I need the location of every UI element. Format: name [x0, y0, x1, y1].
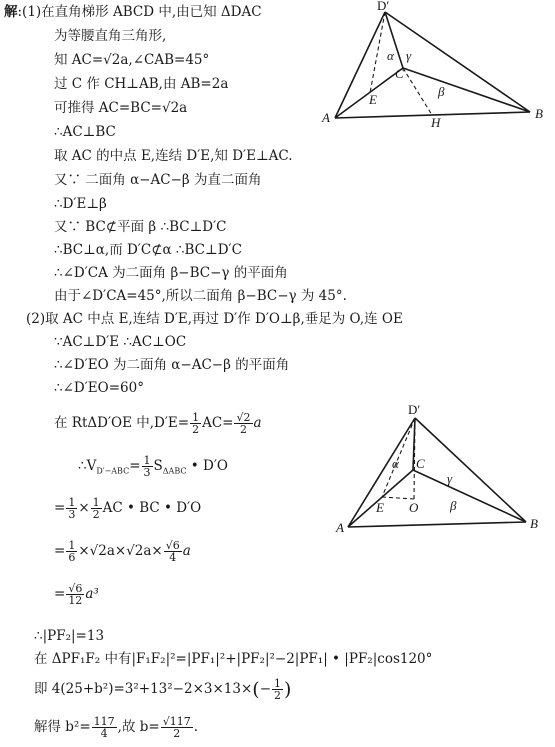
line-12: ∴∠D′CA 为二面角 β−BC−γ 的平面角 [54, 265, 288, 281]
line-24: 在 ΔPF₁F₂ 中有|F₁F₂|²=|PF₁|²+|PF₂|²−2|PF₁| • |PF₂|cos120° [34, 651, 433, 667]
fraction: $\frac{1}{3}$ [143, 454, 151, 479]
edge-d-e [370, 12, 385, 93]
fraction: $\frac{1}{2}$ [192, 411, 200, 436]
fraction: $\frac{117}{4}$ [93, 715, 115, 740]
edge-c-b [403, 68, 530, 112]
fraction: $\frac{1}{2}$ [274, 677, 282, 702]
fraction: $\frac{1}{6}$ [68, 539, 76, 564]
fraction: $\frac{√6}{4}$ [165, 539, 180, 564]
edge-d-c [385, 12, 403, 68]
edge-c-h [403, 68, 432, 115]
line-23: ∴|PF₂|=13 [34, 628, 105, 644]
edge-d-a [348, 418, 415, 527]
fraction: $\frac{1}{2}$ [92, 496, 100, 521]
label-d: D′ [377, 0, 390, 13]
edge-a-c [335, 68, 403, 118]
edge-d-o [414, 418, 415, 499]
label-beta: β [450, 498, 457, 513]
edge-a-b [335, 112, 530, 118]
edge-d-e [382, 418, 415, 497]
edge-d-b [385, 12, 530, 112]
line-21: = $\frac{1}{6}$ ×√2a×√2a× $\frac{√6}{4}$ a [54, 539, 191, 564]
label-e: E [369, 92, 377, 107]
label-beta: β [438, 84, 445, 99]
fraction: $\frac{√117}{2}$ [162, 715, 191, 740]
line-8: 又∵ 二面角 α−AC−β 为直二面角 [54, 172, 262, 188]
line-26: 解得 b²= $\frac{117}{4}$ ,故 b= $\frac{√117}{2}$ . [34, 715, 199, 740]
line-2: 为等腰直角三角形, [54, 28, 167, 44]
label-a: A [336, 520, 344, 535]
label-alpha: α [387, 48, 394, 63]
edge-d-c [413, 418, 415, 470]
label-gamma: γ [447, 471, 453, 486]
label-gamma: γ [406, 48, 412, 63]
line-9: ∴D′E⊥β [54, 196, 107, 212]
label-c: C [416, 456, 425, 471]
line-5: 可推得 AC=BC=√2a [54, 100, 188, 116]
line-4: 过 C 作 CH⊥AB,由 AB=2a [54, 76, 229, 92]
line-20: = $\frac{1}{3}$ × $\frac{1}{2}$ AC • BC • D′O [54, 496, 202, 521]
label-b: B [530, 516, 538, 531]
edge-a-b [348, 522, 526, 527]
fraction: $\frac{√2}{2}$ [236, 411, 251, 436]
label-d: D′ [408, 402, 421, 417]
edge-e-o [382, 497, 414, 499]
line-16: ∴∠D′EO 为二面角 α−AC−β 的平面角 [54, 357, 290, 373]
label-e: E [376, 500, 384, 515]
label-b: B [535, 106, 543, 121]
line-17: ∴∠D′EO=60° [54, 380, 144, 396]
label-h: H [431, 115, 441, 130]
label-a: A [322, 110, 330, 125]
label-o: O [409, 500, 419, 515]
line-10: 又∵ BC⊄平面 β ∴BC⊥D′C [54, 219, 227, 235]
line-6: ∴AC⊥BC [54, 124, 116, 140]
edge-a-c [348, 470, 413, 527]
edge-d-a [335, 12, 385, 118]
line-13: 由于∠D′CA=45°,所以二面角 β−BC−γ 为 45°. [54, 288, 347, 304]
line-1: 解:(1)在直角梯形 ABCD 中,由已知 ΔDAC [4, 4, 262, 20]
solution-label: 解 [4, 4, 18, 20]
edge-c-b [413, 470, 526, 522]
line-7: 取 AC 的中点 E,连结 D′E,知 D′E⊥AC. [54, 148, 293, 164]
line-3: 知 AC=√2a,∠CAB=45° [54, 52, 210, 68]
fraction: $\frac{1}{3}$ [68, 496, 76, 521]
line-11: ∴BC⊥α,而 D′C⊄α ∴BC⊥D′C [54, 242, 242, 258]
line-25: 即 4(25+b²)=3²+13²−2×3×13×(− $\frac{1}{2}$ ) [34, 677, 292, 702]
label-alpha: α [392, 456, 399, 471]
fraction: $\frac{√6}{12}$ [68, 582, 83, 607]
line-18: 在 RtΔD′OE 中,D′E= $\frac{1}{2}$ AC= $\frac{√2}{2}$ a [54, 411, 262, 436]
line-14: (2)取 AC 中点 E,连结 D′E,再过 D′作 D′O⊥β,垂足为 O,连 OE [26, 311, 403, 327]
label-c: C [395, 66, 404, 81]
line-15: ∵AC⊥D′E ∴AC⊥OC [54, 334, 187, 350]
line-19: $\therefore V_{D'-ABC}=$ $\frac{1}{3}$ $S_{\Delta ABC}$ • D′O [78, 454, 228, 479]
line-22: = $\frac{√6}{12}$ a³ [54, 582, 99, 607]
edge-d-b [415, 418, 526, 522]
